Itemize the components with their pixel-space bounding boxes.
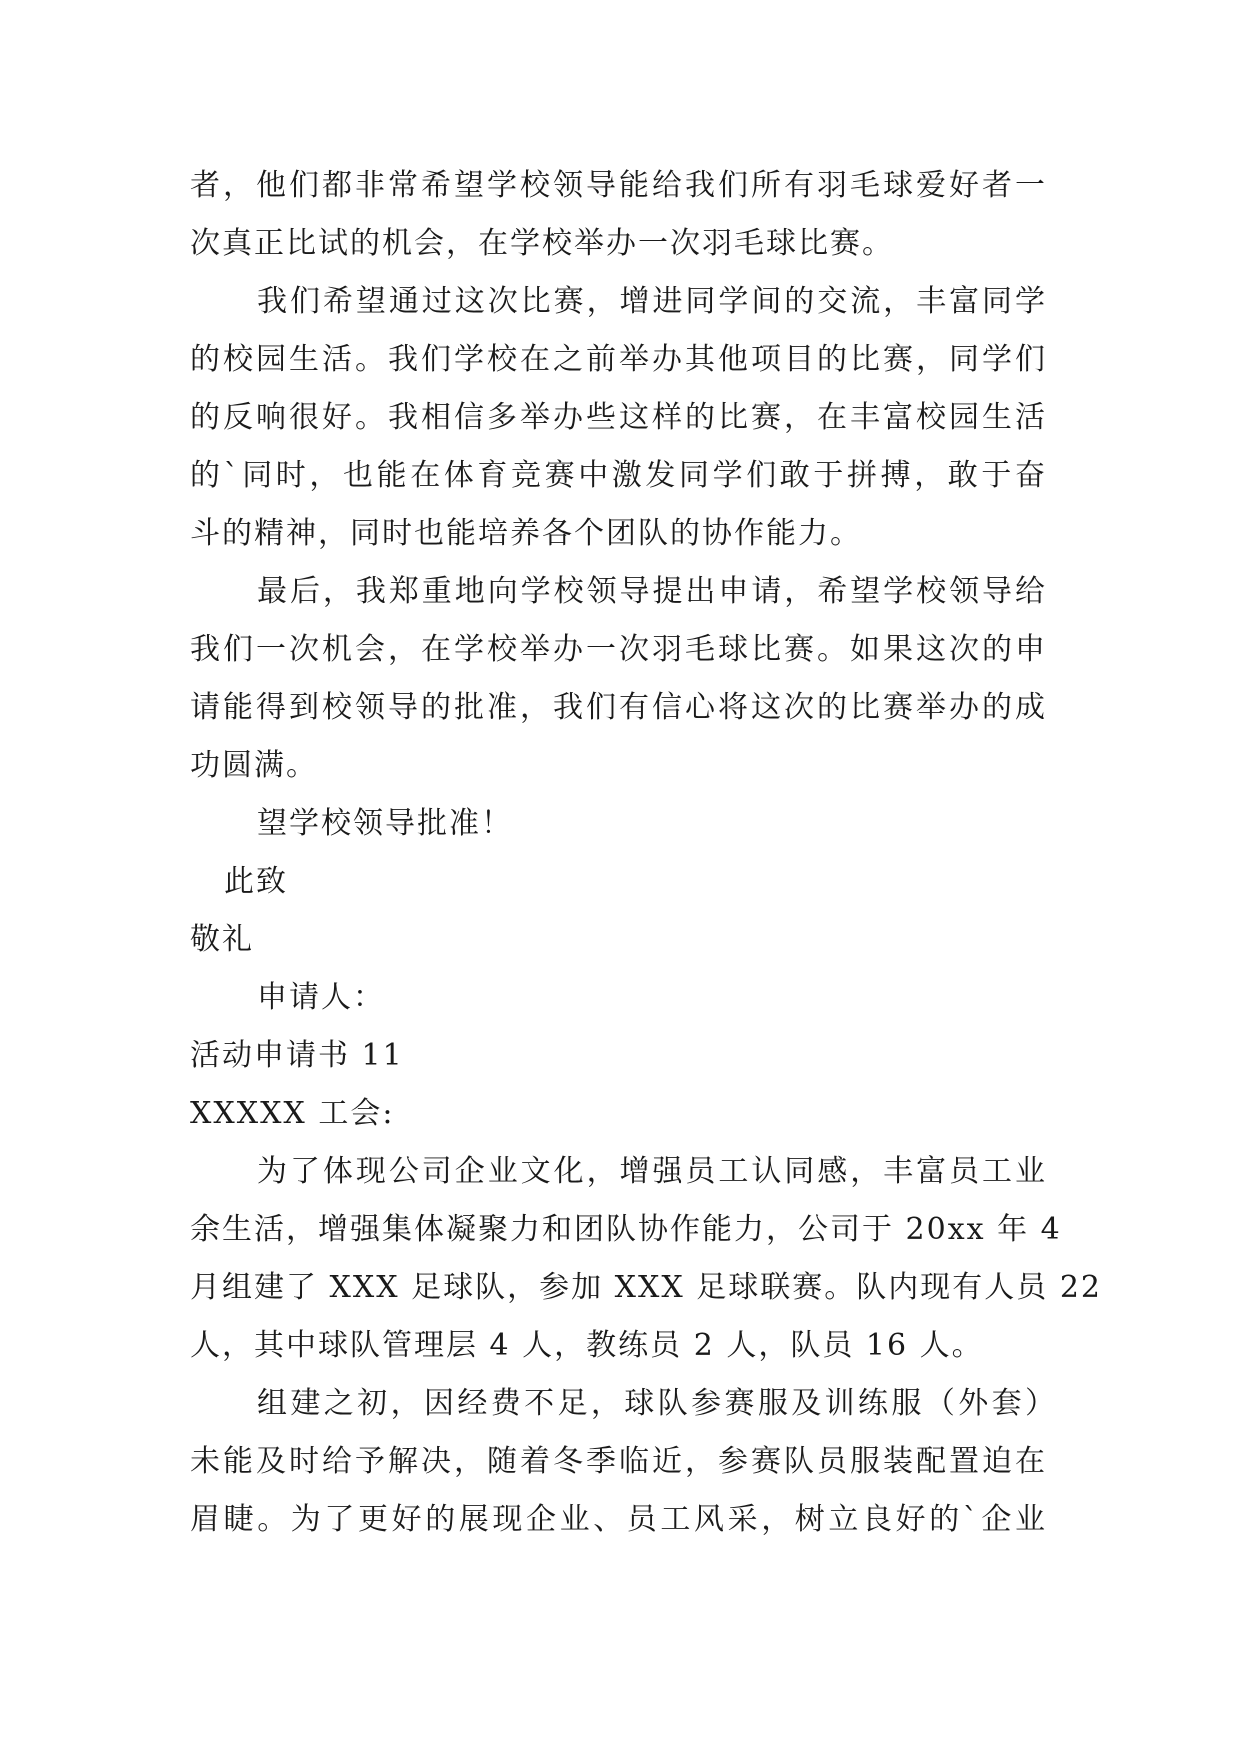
paragraph-line: 的`同时，也能在体育竞赛中激发同学们敢于拼搏，敢于奋 <box>190 458 1047 493</box>
paragraph-line: 月组建了 XXX 足球队，参加 XXX 足球联赛。队内现有人员 22 <box>190 1270 1102 1305</box>
paragraph-line: 未能及时给予解决，随着冬季临近，参赛队员服装配置迫在 <box>190 1444 1047 1479</box>
paragraph-line: 我们希望通过这次比赛，增进同学间的交流，丰富同学 <box>257 284 1047 319</box>
paragraph-line: 功圆满。 <box>190 748 318 783</box>
applicant-label: 申请人： <box>257 980 385 1015</box>
paragraph-line: 次真正比试的机会，在学校举办一次羽毛球比赛。 <box>190 226 894 261</box>
paragraph-line: 眉睫。为了更好的展现企业、员工风采，树立良好的`企业 <box>190 1502 1047 1537</box>
paragraph-line: 的反响很好。我相信多举办些这样的比赛，在丰富校园生活 <box>190 400 1047 435</box>
paragraph-line: 余生活，增强集体凝聚力和团队协作能力，公司于 20xx 年 4 <box>190 1212 1062 1247</box>
paragraph-line: 请能得到校领导的批准，我们有信心将这次的比赛举办的成 <box>190 690 1047 725</box>
section-title: 活动申请书 11 <box>190 1038 404 1073</box>
paragraph-line: 斗的精神，同时也能培养各个团队的协作能力。 <box>190 516 862 551</box>
salutation-jingli: 敬礼 <box>190 922 254 957</box>
paragraph-line: 为了体现公司企业文化，增强员工认同感，丰富员工业 <box>257 1154 1047 1189</box>
paragraph-line: 者，他们都非常希望学校领导能给我们所有羽毛球爱好者一 <box>190 168 1047 203</box>
paragraph-line: 人，其中球队管理层 4 人，教练员 2 人，队员 16 人。 <box>190 1328 984 1363</box>
paragraph-line: 最后，我郑重地向学校领导提出申请，希望学校领导给 <box>257 574 1047 609</box>
closing-request: 望学校领导批准！ <box>257 806 513 841</box>
paragraph-line: 组建之初，因经费不足，球队参赛服及训练服（外套） <box>257 1386 1057 1421</box>
salutation-cizhi: 此致 <box>224 864 288 899</box>
paragraph-line: 我们一次机会，在学校举办一次羽毛球比赛。如果这次的申 <box>190 632 1047 667</box>
paragraph-line: 的校园生活。我们学校在之前举办其他项目的比赛，同学们 <box>190 342 1047 377</box>
recipient: XXXXX 工会: <box>190 1096 395 1131</box>
